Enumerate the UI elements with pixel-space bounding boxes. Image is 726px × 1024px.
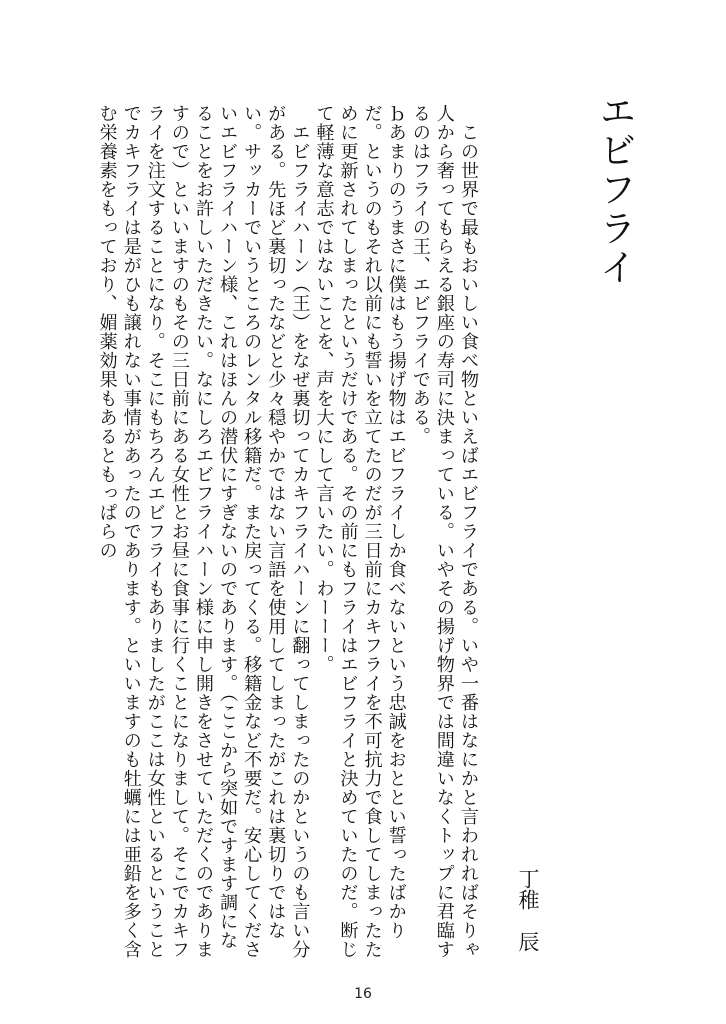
paragraph: この世界で最もおいしい食べ物といえばエビフライである。いや一番はなにかと言われればそりゃ人から奢ってもらえる銀座の寿司に決まっている。いやその揚げ物界では間違いなくトップに君臨するのはフライの王、エビフライである。 (409, 104, 479, 959)
body-text (96, 104, 480, 960)
author-byline (512, 868, 544, 952)
page-number: 16 (354, 986, 372, 1002)
author-family-name: 丁稚 (516, 868, 540, 910)
paragraph: ｂあまりのうまさに僕はもう揚げ物はエビフライしか食べないという忠誠をおととい誓ったばかりだ。というのもそれ以前にも誓いを立てたのだが三日前にカキフライを不可抗力で食してしまったために更新されてしまったというだけである。その前にもフライはエビフライと決めていたのだ。断じて軽薄な意志ではないことを、声を大にして言いたい。わーーー。 (313, 104, 407, 959)
story-title: エビフライ (593, 92, 636, 287)
author-given-name: 辰 (516, 931, 540, 952)
paragraph: エビフライハーン（王）をなぜ裏切ってカキフライハーンに翻ってしまったのかというのも言い分がある。先ほど裏切ったなどと少々穏やかではない言語を使用してしまったがこれは裏切りではない。サッカーでいうところのレンタル移籍だ。また戻ってくる。移籍金など不要だ。安心してくださいエビフライハーン様、これはほんの潜伏にすぎないのであります。（ここから突如ですます調になることをお許しいただきたい。なにしろエビフライハーン様に申し開きをさせていただくのでありますので）といいますのもその三日前にある女性とお昼に食事に行くことになりまして。そこでカキフライを注文することになり。そこにもちろんエビフライもありましたがここは女性といるということでカキフライは是がひも譲れない事情があったのであります。といいますのも牡蠣には亜鉛を多く含む栄養素をもっており、媚薬効果もあるともっぱらの (96, 104, 311, 959)
